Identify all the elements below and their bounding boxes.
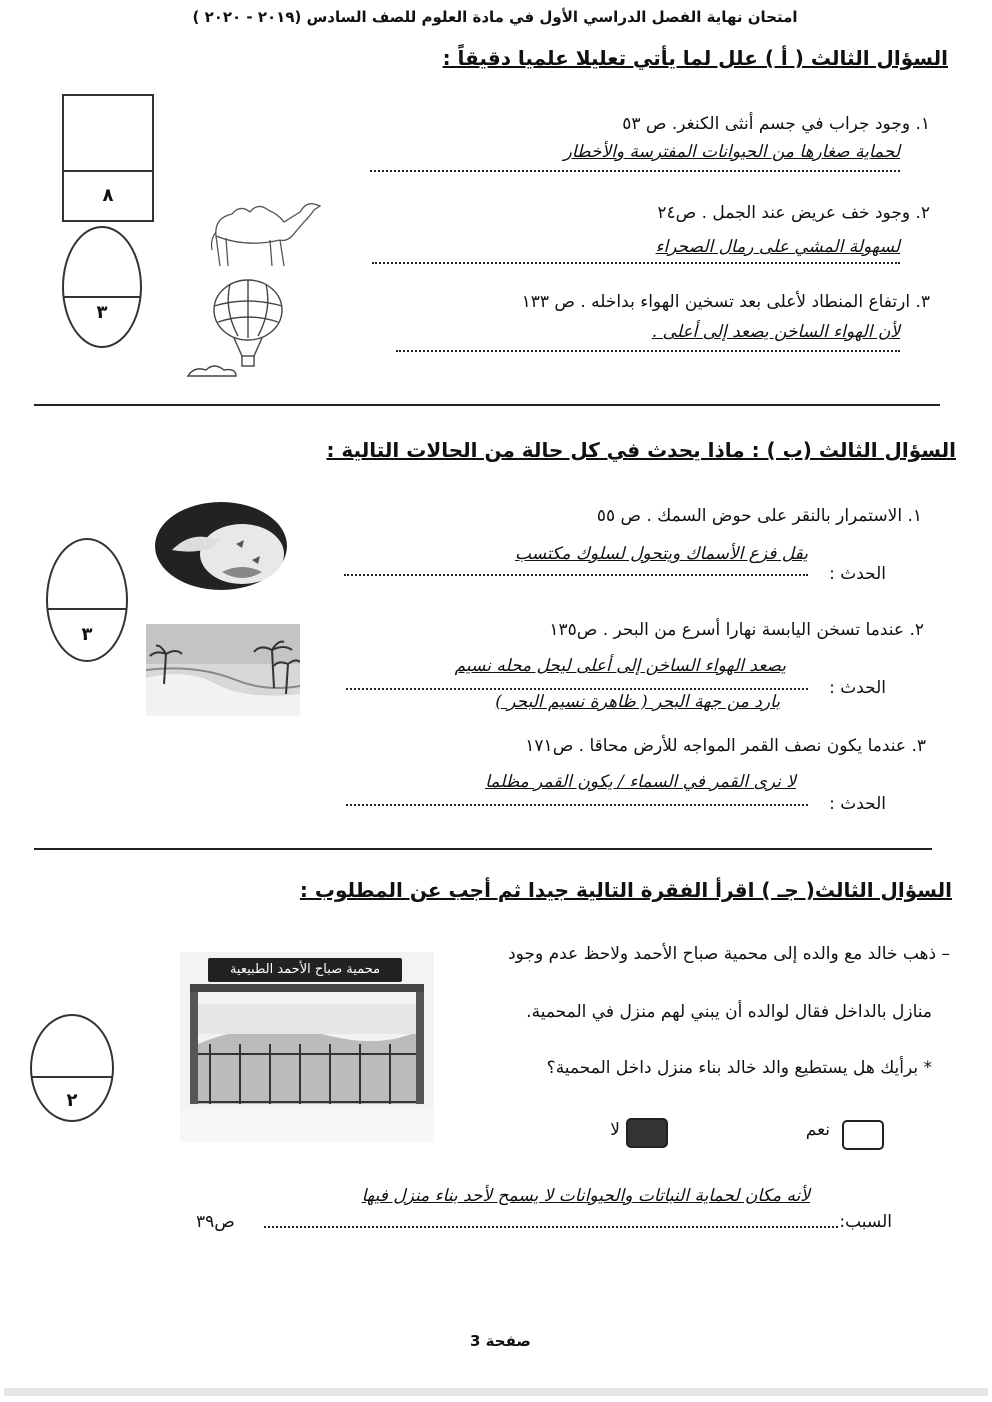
page-number: صفحة 3 bbox=[470, 1332, 531, 1350]
a-item-3-text: ٣. ارتفاع المنطاد لأعلى بعد تسخين الهواء بداخله . ص ١٣٣ bbox=[521, 292, 930, 312]
section-divider-2 bbox=[34, 848, 932, 850]
a-item-3-answer: لأن الهواء الساخن يصعد إلى أعلى . bbox=[651, 322, 900, 342]
reserve-sign: محمية صباح الأحمد الطبيعية bbox=[208, 958, 402, 982]
score-box bbox=[62, 94, 154, 222]
reason-page-ref: ص٣٩ bbox=[196, 1212, 235, 1232]
section-b-title: السؤال الثالث (ب ) : ماذا يحدث في كل حالة من الحالات التالية : bbox=[326, 438, 956, 462]
reason-dotted-line bbox=[264, 1226, 838, 1228]
b-item-2-answer: يصعد الهواء الساخن إلى أعلى ليحل محله نسيم bbox=[454, 656, 786, 676]
bottom-scan-edge bbox=[4, 1388, 988, 1396]
question-text: * برأيك هل يستطيع والد خالد بناء منزل داخل المحمية؟ bbox=[546, 1058, 932, 1078]
a-item-1-text: ١. وجود جراب في جسم أنثى الكنغر. ص ٥٣ bbox=[622, 114, 930, 134]
a-item-1-dotted-line bbox=[370, 170, 900, 172]
a-item-2-text: ٢. وجود خف عريض عند الجمل . ص٢٤ bbox=[657, 203, 930, 223]
score-oval-c: ٢ bbox=[30, 1014, 114, 1122]
score-oval-b: ٣ bbox=[46, 538, 128, 662]
section-c-title: السؤال الثالث( جـ ) اقرأ الفقرة التالية جيدا ثم أجب عن المطلوب : bbox=[299, 878, 952, 902]
b-item-3-dotted-line bbox=[346, 804, 808, 806]
reason-answer: لأنه مكان لحماية النباتات والحيوانات لا يسمح لأحد بناء منزل فيها bbox=[361, 1186, 810, 1206]
section-a-title: السؤال الثالث ( أ ) علل لما يأتي تعليلا علميا دقيقاً : bbox=[442, 46, 948, 70]
paragraph-line-1: – ذهب خالد مع والده إلى محمية صباح الأحمد ولاحظ عدم وجود bbox=[508, 944, 950, 964]
hot-air-balloon-illustration bbox=[184, 276, 302, 380]
paragraph-line-2: منازل بالداخل فقال لوالده أن يبني لهم منزل في المحمية. bbox=[526, 1002, 932, 1022]
option-yes-label: نعم bbox=[805, 1120, 830, 1140]
b-item-3-event-label: الحدث : bbox=[829, 794, 886, 814]
b-item-1-answer: يقل فزع الأسماك ويتحول لسلوك مكتسب bbox=[515, 544, 808, 564]
a-item-2-dotted-line bbox=[372, 262, 900, 264]
reason-label: السبب: bbox=[839, 1212, 892, 1232]
section-divider-1 bbox=[34, 404, 940, 406]
b-item-1-text: ١. الاستمرار بالنقر على حوض السمك . ص ٥٥ bbox=[596, 506, 922, 526]
score-oval-a: ٣ bbox=[62, 226, 142, 348]
exam-header: امتحان نهاية الفصل الدراسي الأول في مادة العلوم للصف السادس (٢٠١٩ - ٢٠٢٠ ) bbox=[192, 8, 798, 26]
option-no-label: لا bbox=[610, 1120, 620, 1140]
b-item-2-dotted-line bbox=[346, 688, 808, 690]
score-box-total: ٨ bbox=[102, 185, 114, 206]
option-yes-checkbox[interactable] bbox=[842, 1120, 884, 1150]
b-item-3-text: ٣. عندما يكون نصف القمر المواجه للأرض محاقا . ص١٧١ bbox=[525, 736, 926, 756]
b-item-2-answer-continued: بارد من جهة البحر ( ظاهرة نسيم البحر ) bbox=[495, 692, 780, 712]
b-item-1-dotted-line bbox=[344, 574, 808, 576]
beach-illustration bbox=[146, 624, 300, 716]
b-item-1-event-label: الحدث : bbox=[829, 564, 886, 584]
a-item-2-answer: لسهولة المشي على رمال الصحراء bbox=[655, 237, 900, 257]
b-item-2-event-label: الحدث : bbox=[829, 678, 886, 698]
a-item-1-answer: لحماية صغارها من الحيوانات المفترسة والأخطار bbox=[563, 142, 900, 162]
b-item-3-answer: لا نرى القمر في السماء / يكون القمر مظلما bbox=[485, 772, 796, 792]
camel-illustration bbox=[206, 196, 324, 270]
b-item-2-text: ٢. عندما تسخن اليابسة نهارا أسرع من البحر . ص١٣٥ bbox=[549, 620, 924, 640]
fish-tank-illustration bbox=[152, 500, 290, 592]
option-no-checkbox[interactable] bbox=[626, 1118, 668, 1148]
a-item-3-dotted-line bbox=[396, 350, 900, 352]
reserve-gate-photo bbox=[180, 952, 434, 1142]
